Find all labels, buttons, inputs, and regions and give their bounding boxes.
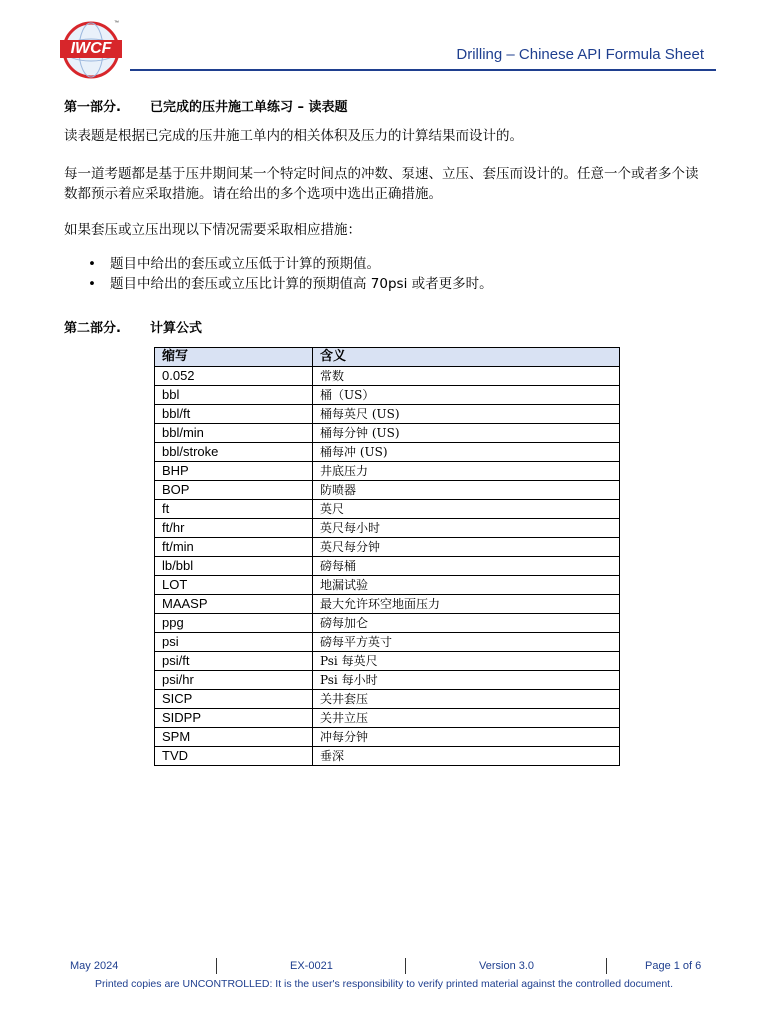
footer-doc-id: EX-0021 bbox=[290, 960, 333, 972]
table-row bbox=[155, 367, 620, 386]
meaning-cell: 常数 bbox=[313, 367, 620, 386]
list-item: • 题目中给出的套压或立压低于计算的预期值。 bbox=[88, 256, 380, 272]
abbreviation-cell: TVD bbox=[155, 747, 313, 766]
column-header-abbreviation: 缩写 bbox=[155, 348, 313, 367]
abbreviation-cell: ft/hr bbox=[155, 519, 313, 538]
meaning-cell: 桶每冲 (US) bbox=[313, 443, 620, 462]
bullet-text: 题目中给出的套压或立压比计算的预期值高 70psi 或者更多时。 bbox=[110, 276, 493, 292]
bullet-list bbox=[64, 254, 704, 294]
abbreviation-cell: lb/bbl bbox=[155, 557, 313, 576]
meaning-cell: 关井套压 bbox=[313, 690, 620, 709]
part2-number: 第二部分. bbox=[64, 321, 121, 336]
abbreviation-cell: ft/min bbox=[155, 538, 313, 557]
meaning-cell: 英尺每小时 bbox=[313, 519, 620, 538]
abbreviation-cell: bbl/stroke bbox=[155, 443, 313, 462]
meaning-cell: Psi 每小时 bbox=[313, 671, 620, 690]
meaning-cell: 地漏试验 bbox=[313, 576, 620, 595]
part1-heading bbox=[64, 96, 348, 115]
abbreviation-cell: ft bbox=[155, 500, 313, 519]
footer-disclaimer: Printed copies are UNCONTROLLED: It is the user's responsibility to verify printed material against the controlled document. bbox=[94, 978, 673, 990]
table-row bbox=[155, 500, 620, 519]
abbreviation-cell: SICP bbox=[155, 690, 313, 709]
table-row bbox=[155, 424, 620, 443]
meaning-cell: 英尺 bbox=[313, 500, 620, 519]
table-header-row bbox=[155, 348, 620, 367]
abbreviation-cell: BOP bbox=[155, 481, 313, 500]
footer-version: Version 3.0 bbox=[479, 960, 535, 972]
meaning-cell: Psi 每英尺 bbox=[313, 652, 620, 671]
part2-heading bbox=[64, 317, 202, 336]
abbreviation-cell: 0.052 bbox=[155, 367, 313, 386]
meaning-cell: 磅每桶 bbox=[313, 557, 620, 576]
abbreviation-cell: MAASP bbox=[155, 595, 313, 614]
footer-page-number: Page 1 of 6 bbox=[645, 960, 702, 972]
iwcf-logo: ™ IWCF bbox=[56, 20, 126, 80]
meaning-cell: 桶每分钟 (US) bbox=[313, 424, 620, 443]
table-row bbox=[155, 481, 620, 500]
meaning-cell: 最大允许环空地面压力 bbox=[313, 595, 620, 614]
column-header-meaning: 含义 bbox=[313, 348, 620, 367]
part1-paragraph-2: 每一道考题都是基于压井期间某一个特定时间点的冲数、泵速、立压、套压而设计的。任意一个或者多个读数都预示着应采取措施。请在给出的多个选项中选出正确措施。 bbox=[64, 166, 699, 202]
table-row bbox=[155, 595, 620, 614]
footer-divider bbox=[216, 958, 217, 974]
meaning-cell: 井底压力 bbox=[313, 462, 620, 481]
meaning-cell: 垂深 bbox=[313, 747, 620, 766]
part1-paragraph-3: 如果套压或立压出现以下情况需要采取相应措施： bbox=[64, 222, 361, 238]
abbreviation-cell: BHP bbox=[155, 462, 313, 481]
part2-title: 计算公式 bbox=[150, 321, 203, 336]
table-row bbox=[155, 576, 620, 595]
footer-date: May 2024 bbox=[70, 960, 119, 972]
table-row bbox=[155, 405, 620, 424]
abbreviation-cell: psi bbox=[155, 633, 313, 652]
footer-divider bbox=[606, 958, 607, 974]
table-row bbox=[155, 728, 620, 747]
table-row bbox=[155, 633, 620, 652]
meaning-cell: 磅每加仑 bbox=[313, 614, 620, 633]
table-row bbox=[155, 690, 620, 709]
part1-paragraph-1: 读表题是根据已完成的压井施工单内的相关体积及压力的计算结果而设计的。 bbox=[64, 128, 523, 144]
part1-number: 第一部分. bbox=[64, 100, 121, 115]
header-divider bbox=[130, 69, 716, 71]
list-item: • 题目中给出的套压或立压比计算的预期值高 70psi 或者更多时。 bbox=[88, 276, 493, 292]
meaning-cell: 冲每分钟 bbox=[313, 728, 620, 747]
abbreviation-cell: bbl/min bbox=[155, 424, 313, 443]
bullet-text: 题目中给出的套压或立压低于计算的预期值。 bbox=[110, 256, 380, 272]
table-row bbox=[155, 538, 620, 557]
meaning-cell: 防喷器 bbox=[313, 481, 620, 500]
table-row bbox=[155, 519, 620, 538]
abbreviation-cell: SPM bbox=[155, 728, 313, 747]
abbreviation-cell: bbl bbox=[155, 386, 313, 405]
table-row bbox=[155, 557, 620, 576]
page-footer bbox=[64, 958, 716, 976]
abbreviation-cell: psi/hr bbox=[155, 671, 313, 690]
abbreviation-table bbox=[154, 347, 620, 766]
table-row bbox=[155, 709, 620, 728]
meaning-cell: 桶每英尺 (US) bbox=[313, 405, 620, 424]
table-row bbox=[155, 747, 620, 766]
meaning-cell: 英尺每分钟 bbox=[313, 538, 620, 557]
table-row bbox=[155, 652, 620, 671]
abbreviation-cell: ppg bbox=[155, 614, 313, 633]
abbreviation-cell: bbl/ft bbox=[155, 405, 313, 424]
table-row bbox=[155, 443, 620, 462]
abbreviation-cell: SIDPP bbox=[155, 709, 313, 728]
table-row bbox=[155, 386, 620, 405]
part1-title: 已完成的压井施工单练习 – 读表题 bbox=[150, 100, 348, 115]
meaning-cell: 关井立压 bbox=[313, 709, 620, 728]
footer-divider bbox=[405, 958, 406, 974]
abbreviation-cell: psi/ft bbox=[155, 652, 313, 671]
table-row bbox=[155, 462, 620, 481]
table-row bbox=[155, 671, 620, 690]
logo-text: IWCF bbox=[70, 40, 112, 57]
table-row bbox=[155, 614, 620, 633]
document-title: Drilling – Chinese API Formula Sheet bbox=[456, 46, 704, 63]
meaning-cell: 桶（US） bbox=[313, 386, 620, 405]
meaning-cell: 磅每平方英寸 bbox=[313, 633, 620, 652]
abbreviation-cell: LOT bbox=[155, 576, 313, 595]
